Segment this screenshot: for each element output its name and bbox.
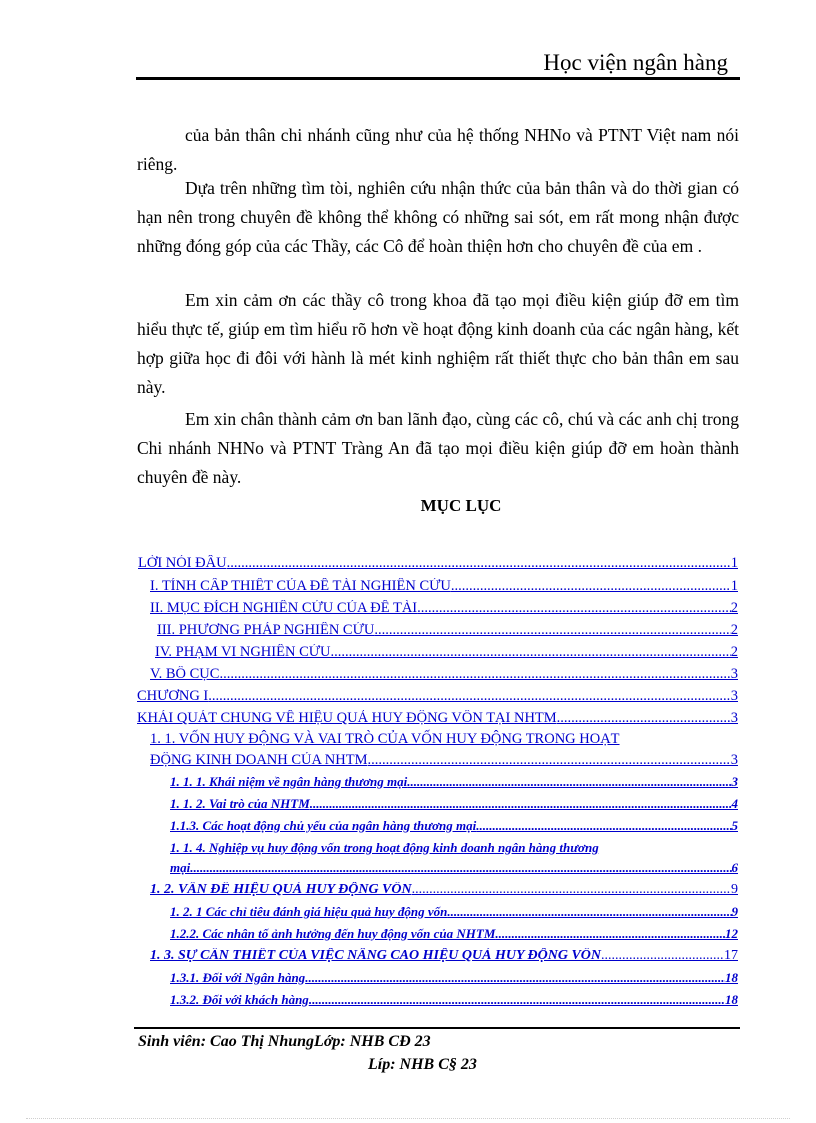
paragraph-1: của bản thân chi nhánh cũng như của hệ thống NHNo và PTNT Việt nam nói riêng.: [137, 125, 739, 174]
toc-entry-text: 1. 3. SỰ CẦN THIẾT CỦA VIỆC NÂNG CAO HIỆU QUẢ HUY ĐỘNG VỐN: [150, 948, 602, 963]
toc-entry-text: I. TÍNH CẤP THIẾT CỦA ĐỀ TÀI NGHIÊN CỨU: [150, 578, 451, 594]
toc-entry-text: ĐỘNG KINH DOANH CỦA NHTM: [150, 752, 368, 768]
toc-entry-section-ii[interactable]: [150, 600, 738, 622]
toc-entry-section-i[interactable]: [150, 578, 738, 600]
toc-entry-1-1[interactable]: [150, 752, 738, 774]
toc-entry-text: 1. 2. 1 Các chỉ tiêu đánh giá hiệu quả huy động vốn: [170, 904, 448, 919]
toc-entry-text: IV. PHẠM VI NGHIÊN CỨU: [155, 644, 331, 660]
toc-entry-text: 1. 1. 1. Khái niệm về ngân hàng thương mại: [170, 774, 408, 789]
toc-entry-overview[interactable]: [137, 710, 738, 732]
toc-entry-chapter-1[interactable]: [137, 688, 738, 710]
toc-entry-page: 2: [730, 644, 738, 660]
toc-entry-page: 18: [725, 970, 738, 985]
toc-entry-page: 17: [724, 948, 738, 963]
toc-entry-text: LỜI NÓI ĐẦU: [138, 555, 227, 571]
toc-entry-text: 1.3.2. Đối với khách hàng: [170, 992, 309, 1007]
toc-entry-page: 3: [730, 710, 738, 726]
toc-entry-1-3-2[interactable]: [170, 992, 738, 1014]
toc-entry-page: 2: [730, 600, 738, 616]
toc-entry-page: 6: [731, 860, 738, 875]
toc-entry-page: 12: [725, 926, 738, 941]
toc-entry-1-2[interactable]: [150, 882, 738, 904]
toc-entry-page: 3: [731, 774, 738, 789]
toc-entry-1-1-4-line1[interactable]: 1. 1. 4. Nghiệp vụ huy động vốn trong hoạt động kinh doanh ngân hàng thương: [170, 840, 599, 855]
toc-entry-1-1-1[interactable]: [170, 774, 738, 796]
footer-class-line: Líp: NHB C§ 23: [368, 1056, 477, 1073]
toc-entry-page: 3: [730, 752, 738, 768]
toc-entry-text: 1.2.2. Các nhân tố ảnh hưởng đến huy động vốn của NHTM: [170, 926, 496, 941]
toc-entry-text: 1. 1. 2. Vai trò của NHTM: [170, 796, 310, 811]
toc-entry-page: 2: [730, 622, 738, 638]
toc-entry-1-2-1[interactable]: [170, 904, 738, 926]
toc-entry-1-1-3[interactable]: [170, 818, 738, 840]
toc-entry-page: 1: [730, 578, 738, 594]
toc-title: MỤC LỤC: [420, 496, 502, 515]
paragraph-2: Dựa trên những tìm tòi, nghiên cứu nhận thức của bản thân và do thời gian có hạn nên trong chuyên đề không thể không có những sai sót, em rất mong nhận được những đóng góp của các Thầy, các Cô để hoàn thiện hơn cho chuyên đề của em .: [137, 178, 739, 256]
toc-entry-1-1-line1[interactable]: 1. 1. VỐN HUY ĐỘNG VÀ VAI TRÒ CỦA VỐN HUY ĐỘNG TRONG HOẠT: [150, 731, 620, 747]
toc-entry-1-2-2[interactable]: [170, 926, 738, 948]
toc-entry-section-v[interactable]: [150, 666, 738, 688]
toc-entry-page: 18: [725, 992, 738, 1007]
footer-student-line: Sinh viên: Cao Thị NhungLớp: NHB CĐ 23: [138, 1033, 431, 1050]
toc-entry-1-3-1[interactable]: [170, 970, 738, 992]
toc-entry-1-1-4[interactable]: [170, 860, 738, 882]
header-title: Học viện ngân hàng: [543, 50, 728, 75]
toc-entry-page: 5: [731, 818, 738, 833]
toc-entry-text: II. MỤC ĐÍCH NGHIÊN CỨU CỦA ĐỀ TÀI: [150, 600, 418, 616]
header-rule: [136, 77, 740, 80]
toc-entry-page: 4: [731, 796, 738, 811]
toc-entry-page: 9: [731, 904, 738, 919]
page-edge: [26, 1118, 790, 1119]
footer-rule: [134, 1027, 740, 1029]
paragraph-4: Em xin chân thành cảm ơn ban lãnh đạo, cùng các cô, chú và các anh chị trong Chi nhánh NHNo và PTNT Tràng An đã tạo mọi điều kiện giúp đỡ em hoàn thành chuyên đề này.: [137, 409, 739, 487]
toc-entry-text: mại.: [170, 860, 194, 875]
toc-entry-1-3[interactable]: [150, 948, 738, 970]
toc-entry-text: KHÁI QUÁT CHUNG VỀ HIỆU QUẢ HUY ĐỘNG VỐN TẠI NHTM: [137, 710, 557, 726]
toc-entry-text: 1.1.3. Các hoạt động chủ yếu của ngân hàng thương mại: [170, 818, 477, 833]
paragraph-3: Em xin cảm ơn các thầy cô trong khoa đã tạo mọi điều kiện giúp đỡ em tìm hiểu thực tế, giúp em tìm hiểu rõ hơn về hoạt động kinh doanh của các ngân hàng, kết hợp giữa học đi đôi với hành là mét kinh nghiệm rất thiết thực cho bản thân em sau này.: [137, 290, 739, 397]
toc-entry-page: 9: [731, 882, 738, 897]
toc-entry-page: 3: [730, 666, 738, 682]
toc-entry-page: 3: [730, 688, 738, 704]
toc-entry-text: 1.3.1. Đối với Ngân hàng: [170, 970, 306, 985]
toc-entry-page: 1: [730, 555, 738, 571]
toc-entry-text: CHƯƠNG I: [137, 688, 209, 704]
toc-entry-section-iv[interactable]: [155, 644, 738, 666]
toc-entry-text: 1. 2. VẤN ĐỀ HIỆU QUẢ HUY ĐỘNG VỐN: [150, 882, 412, 897]
toc-entry-text: III. PHƯƠNG PHÁP NGHIÊN CỨU: [157, 622, 375, 638]
toc-entry-section-iii[interactable]: [157, 622, 738, 644]
toc-entry-loi-noi-dau[interactable]: [138, 555, 738, 577]
toc-entry-1-1-2[interactable]: [170, 796, 738, 818]
toc-entry-text: V. BỐ CỤC: [150, 666, 220, 682]
